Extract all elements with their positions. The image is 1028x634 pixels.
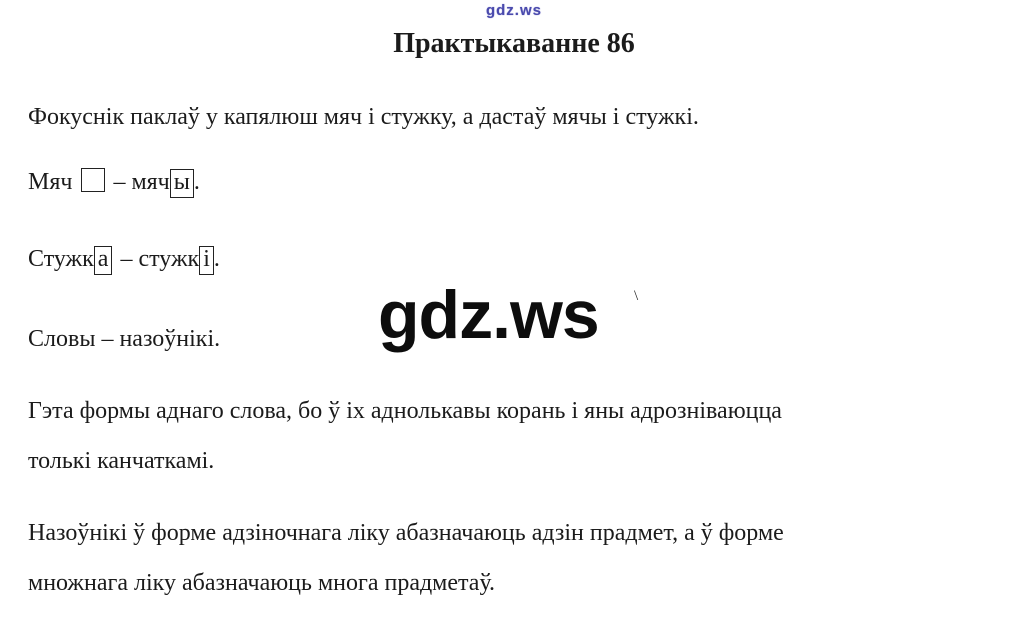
pair2-period: . [213,246,220,272]
pair1-empty-ending-box [81,168,105,192]
pair2-boxed-ending-plural: і [199,246,214,275]
word-pair-singular-plural-2 [28,246,220,275]
explanation-paragraph-1 [28,386,782,486]
explanation-paragraph-2 [28,508,784,608]
watermark-top: gdz.ws [485,2,542,19]
pair1-dash-and-stem: – мяч [113,169,170,195]
stray-scan-mark: \ [634,288,639,304]
watermark-center: gdz.ws [378,277,599,353]
page-title: Практыкаванне 86 [393,28,635,59]
paragraph1-line1: Гэта формы аднаго слова, бо ў іх аднолькавы корань і яны адрозніваюцца [28,398,782,424]
pair2-dash-and-stem: – стужк [120,246,200,272]
word-pair-singular-plural-1 [28,168,200,198]
exercise-intro-text: Фокуснік паклаў у капялюш мяч і стужку, а дастаў мячы і стужкі. [28,104,699,130]
conclusion-text: Словы – назоўнікі. [28,326,221,352]
paragraph2-line1: Назоўнікі ў форме адзіночнага ліку абазначаюць адзін прадмет, а ў форме [28,520,784,546]
paragraph1-line2: толькі канчаткамі. [28,448,215,474]
pair1-boxed-ending: ы [170,169,194,198]
pair2-boxed-ending-singular: а [94,246,113,275]
pair2-word: Стужк [28,246,94,272]
pair1-period: . [193,169,200,195]
pair1-word: Мяч [28,169,73,195]
paragraph2-line2: множнага ліку абазначаюць многа прадметаў. [28,570,496,596]
